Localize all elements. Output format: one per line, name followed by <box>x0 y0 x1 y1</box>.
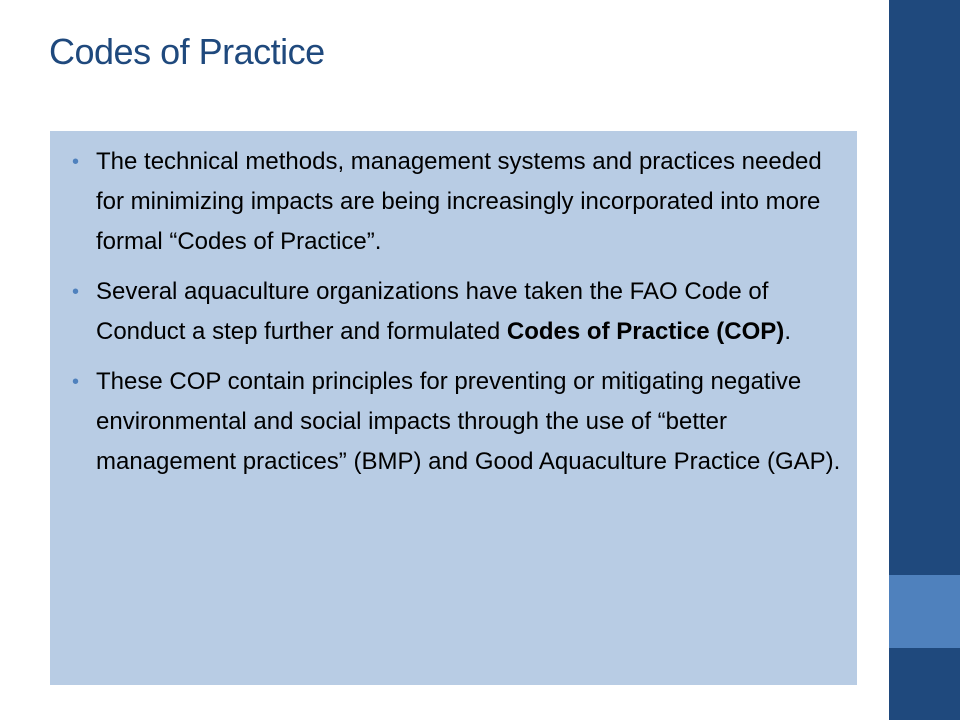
side-band-dark-top <box>889 0 960 575</box>
bullet-text: These COP contain principles for preventing or mitigating negative environmental and social impacts through the use of “better management practices” (BMP) and Good Aquaculture Practice (GAP). <box>96 368 841 475</box>
bullet-dot-icon: • <box>72 151 80 173</box>
bullet-text: Several aquaculture organizations have taken the FAO Code of Conduct a step further and formulated <box>96 278 769 345</box>
bullet-item-1 <box>72 142 845 262</box>
side-band-dark-bottom <box>889 648 960 720</box>
bullet-dot-icon: • <box>72 371 80 393</box>
bullet-list <box>72 142 845 482</box>
slide-title: Codes of Practice <box>49 31 325 72</box>
content-box <box>50 131 857 685</box>
bullet-item-3 <box>72 362 845 482</box>
bullet-text-bold: Codes of Practice (COP) <box>506 318 785 345</box>
bullet-item-2 <box>72 272 845 352</box>
bullet-dot-icon: • <box>72 281 80 303</box>
bullet-text: The technical methods, management systems and practices needed for minimizing impacts are being increasingly incorporated into more formal “Codes of Practice”. <box>96 148 822 255</box>
side-band-accent <box>889 575 960 648</box>
bullet-text-end: . <box>784 318 791 345</box>
